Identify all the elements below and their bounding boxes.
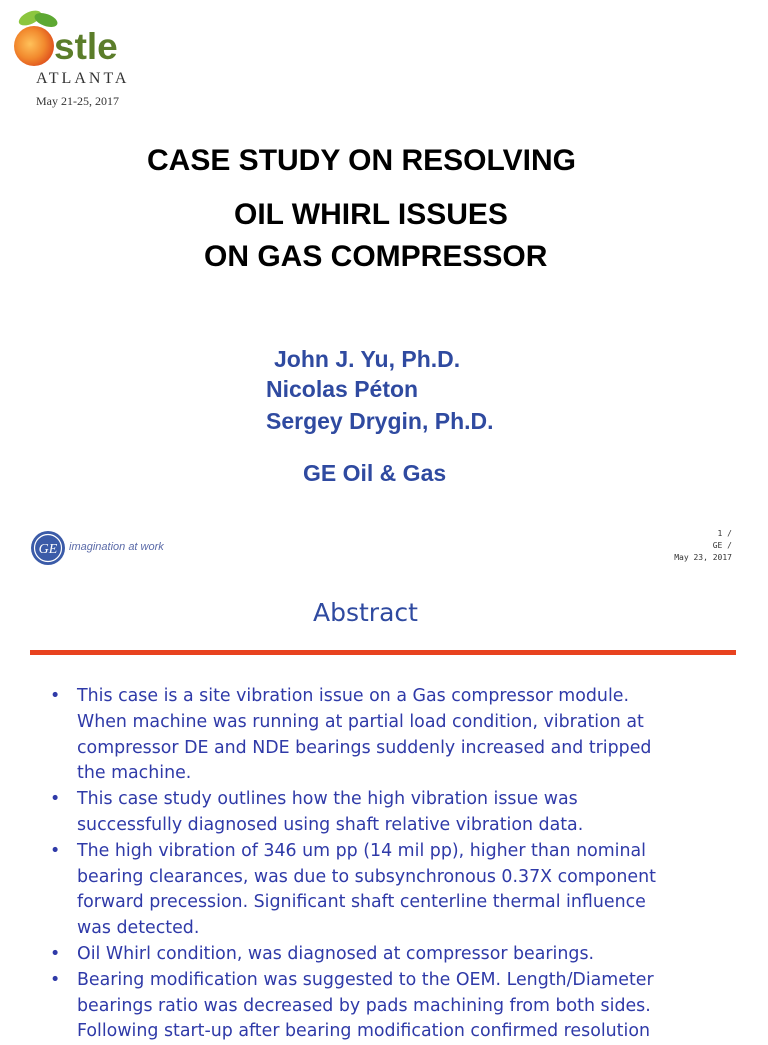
bullet-line: forward precession. Significant shaft centerline thermal influence [77, 892, 646, 913]
bullet-dot-icon: • [50, 840, 61, 861]
stle-atlanta-logo [4, 4, 156, 112]
slide-meta [674, 528, 732, 564]
author-3: Sergey Drygin, Ph.D. [266, 408, 494, 434]
author-1: John J. Yu, Ph.D. [274, 346, 461, 372]
slide-date: May 23, 2017 [674, 553, 732, 562]
bullet-dot-icon: • [50, 943, 61, 964]
bullet-line: The high vibration of 346 um pp (14 mil pp), higher than nominal [77, 840, 647, 861]
ge-tagline: imagination at work [69, 541, 164, 553]
abstract-heading: Abstract [313, 598, 418, 627]
bullet-line: This case is a site vibration issue on a Gas compressor module. [77, 686, 630, 706]
abstract-bullet-list [28, 684, 728, 1045]
bullet-line: compressor DE and NDE bearings suddenly increased and tripped [77, 737, 652, 758]
bullet-line: bearing clearances, was due to subsynchronous 0.37X component [77, 866, 656, 887]
bullet-dot-icon: • [50, 686, 61, 706]
bullet-line: the machine. [77, 763, 192, 784]
bullet-line: Bearing modification was suggested to the OEM. Length/Diameter [77, 969, 654, 990]
bullet-line: successfully diagnosed using shaft relative vibration data. [77, 814, 584, 835]
abstract-bullet [28, 787, 728, 839]
affiliation: GE Oil & Gas [303, 460, 447, 486]
bullet-line: When machine was running at partial load condition, vibration at [77, 711, 644, 732]
bullet-line: was detected. [77, 918, 200, 939]
bullet-dot-icon: • [50, 789, 61, 810]
city-label: ATLANTA [36, 70, 130, 87]
accent-rule [30, 650, 736, 655]
page-number: 1 / [717, 529, 732, 538]
bullet-line: bearings ratio was decreased by pads machining from both sides. [77, 995, 651, 1016]
title-line-3: ON GAS COMPRESSOR [204, 240, 548, 273]
company-label: GE / [712, 541, 732, 550]
abstract-bullet [28, 839, 728, 942]
title-line-2: OIL WHIRL ISSUES [234, 198, 508, 231]
abstract-bullet [28, 942, 728, 968]
bullet-dot-icon: • [50, 969, 61, 990]
bullet-line: Oil Whirl condition, was diagnosed at compressor bearings. [77, 943, 595, 964]
stle-wordmark: stle [54, 26, 118, 67]
ge-logo-text: GE [38, 542, 58, 557]
abstract-bullet [28, 684, 728, 787]
title-line-1: CASE STUDY ON RESOLVING [147, 144, 576, 177]
bullet-line: This case study outlines how the high vibration issue was [77, 789, 578, 810]
conference-dates: May 21-25, 2017 [36, 94, 119, 108]
bullet-line: Following start-up after bearing modification confirmed resolution [77, 1021, 650, 1042]
author-2: Nicolas Péton [266, 376, 419, 402]
ge-monogram-icon [30, 530, 66, 566]
abstract-bullet [28, 968, 728, 1045]
